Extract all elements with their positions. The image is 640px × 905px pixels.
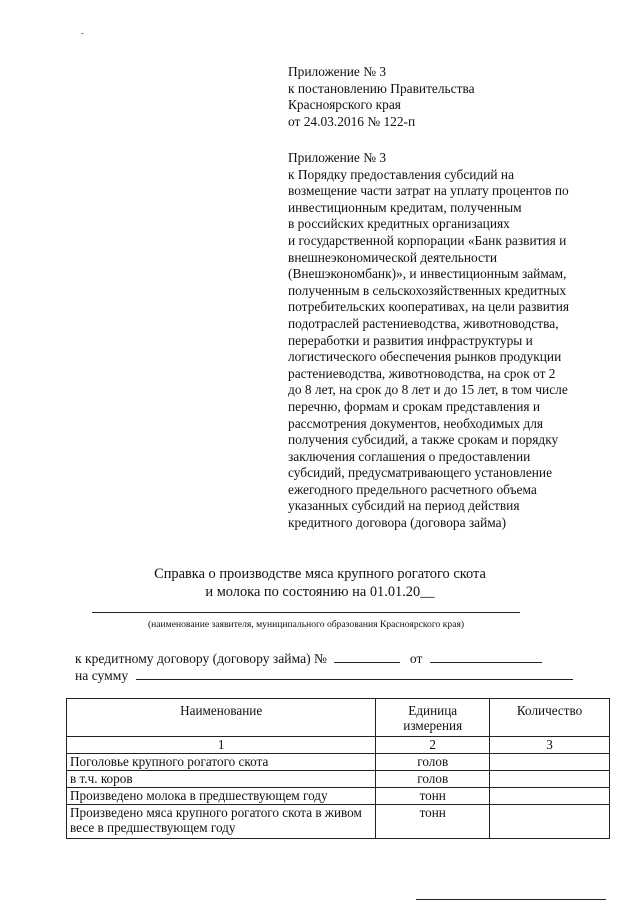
- appendix-line: Приложение № 3: [288, 64, 387, 79]
- appendix-line: растениеводства, животноводства, на срок от 2: [288, 365, 556, 381]
- row-name: Произведено мяса крупного рогатого скота в живом весе в предшествующем году: [67, 805, 376, 839]
- appendix-line: переработки и развития инфраструктуры и: [288, 332, 533, 348]
- scan-mark: [81, 33, 84, 34]
- appendix-line: кредитного договора (договора займа): [288, 515, 507, 531]
- appendix-line: ежегодного предельного расчетного объема: [288, 481, 537, 497]
- appendix-line: Красноярского края: [288, 97, 401, 113]
- appendix-line: возмещение части затрат на уплату процентов по: [288, 183, 569, 199]
- row-name: Произведено молока в предшествующем году: [67, 788, 376, 805]
- table-header-row: [67, 699, 610, 737]
- appendix-line: рассмотрения документов, необходимых для: [288, 415, 544, 431]
- table-row: [67, 788, 610, 805]
- table-row: [67, 754, 610, 771]
- appendix-header-resolution: [288, 64, 608, 130]
- applicant-name-line[interactable]: [92, 612, 520, 613]
- appendix-line: подотраслей растениеводства, животноводства,: [288, 315, 559, 331]
- contract-field-row: [75, 650, 542, 667]
- row-name: в т.ч. коров: [67, 771, 376, 788]
- document-title-line-1: Справка о производстве мяса крупного рогатого скота: [154, 566, 486, 582]
- amount-field-row: [75, 667, 573, 684]
- appendix-line: логистического обеспечения рынков продукции: [288, 349, 562, 365]
- contract-label: к кредитному договору (договору займа) №: [75, 651, 328, 666]
- appendix-line: внешнеэкономической деятельности: [288, 249, 498, 265]
- row-quantity-cell[interactable]: [490, 788, 610, 805]
- column-number: 3: [490, 737, 610, 754]
- table-row: [67, 805, 610, 839]
- appendix-line: потребительских кооперативах, на цели развития: [288, 299, 570, 315]
- header-name: Наименование: [67, 699, 376, 737]
- document-title-line-2: и молока по состоянию на 01.01.20__: [205, 584, 435, 600]
- appendix-line: полученным в сельскохозяйственных кредитных: [288, 282, 567, 298]
- livestock-report-table: [66, 698, 610, 839]
- row-unit: голов: [376, 754, 490, 771]
- amount-label: на сумму: [75, 668, 129, 683]
- row-quantity-cell[interactable]: [490, 805, 610, 839]
- row-unit: голов: [376, 771, 490, 788]
- footer-rule: [416, 899, 606, 900]
- row-unit: тонн: [376, 805, 490, 839]
- appendix-line: субсидий, предусматривающего установление: [288, 465, 553, 481]
- appendix-line: к Порядку предоставления субсидий на: [288, 166, 515, 182]
- applicant-caption: (наименование заявителя, муниципального образования Красноярского края): [147, 619, 465, 630]
- appendix-header-procedure: [288, 150, 608, 532]
- appendix-line: (Внешэкономбанк)», и инвестиционным займам,: [288, 266, 567, 282]
- column-number: 1: [67, 737, 376, 754]
- appendix-line: в российских кредитных организациях: [288, 216, 510, 232]
- table-number-row: [67, 737, 610, 754]
- row-name: Поголовье крупного рогатого скота: [67, 754, 376, 771]
- contract-date-label: от: [409, 651, 423, 666]
- row-quantity-cell[interactable]: [490, 771, 610, 788]
- contract-number-field[interactable]: [334, 650, 400, 663]
- appendix-line: к постановлению Правительства: [288, 80, 475, 96]
- header-quantity: Количество: [490, 699, 610, 737]
- row-unit: тонн: [376, 788, 490, 805]
- appendix-line: Приложение № 3: [288, 150, 387, 165]
- appendix-line: перечню, формам и срокам представления и: [288, 398, 541, 414]
- appendix-line: и государственной корпорации «Банк развития и: [288, 232, 567, 248]
- appendix-line: указанных субсидий на период действия: [288, 498, 520, 514]
- row-quantity-cell[interactable]: [490, 754, 610, 771]
- table-row: [67, 771, 610, 788]
- appendix-line: до 8 лет, на срок до 8 лет и до 15 лет, в том числе: [288, 382, 568, 398]
- header-unit: Единица измерения: [376, 699, 490, 737]
- appendix-line: от 24.03.2016 № 122-п: [288, 113, 416, 129]
- appendix-line: получения субсидий, а также срокам и порядку: [288, 432, 559, 448]
- column-number: 2: [376, 737, 490, 754]
- contract-date-field[interactable]: [430, 650, 542, 663]
- amount-field[interactable]: [136, 667, 573, 680]
- appendix-line: заключения соглашения о предоставлении: [288, 448, 531, 464]
- appendix-line: инвестиционным кредитам, полученным: [288, 199, 522, 215]
